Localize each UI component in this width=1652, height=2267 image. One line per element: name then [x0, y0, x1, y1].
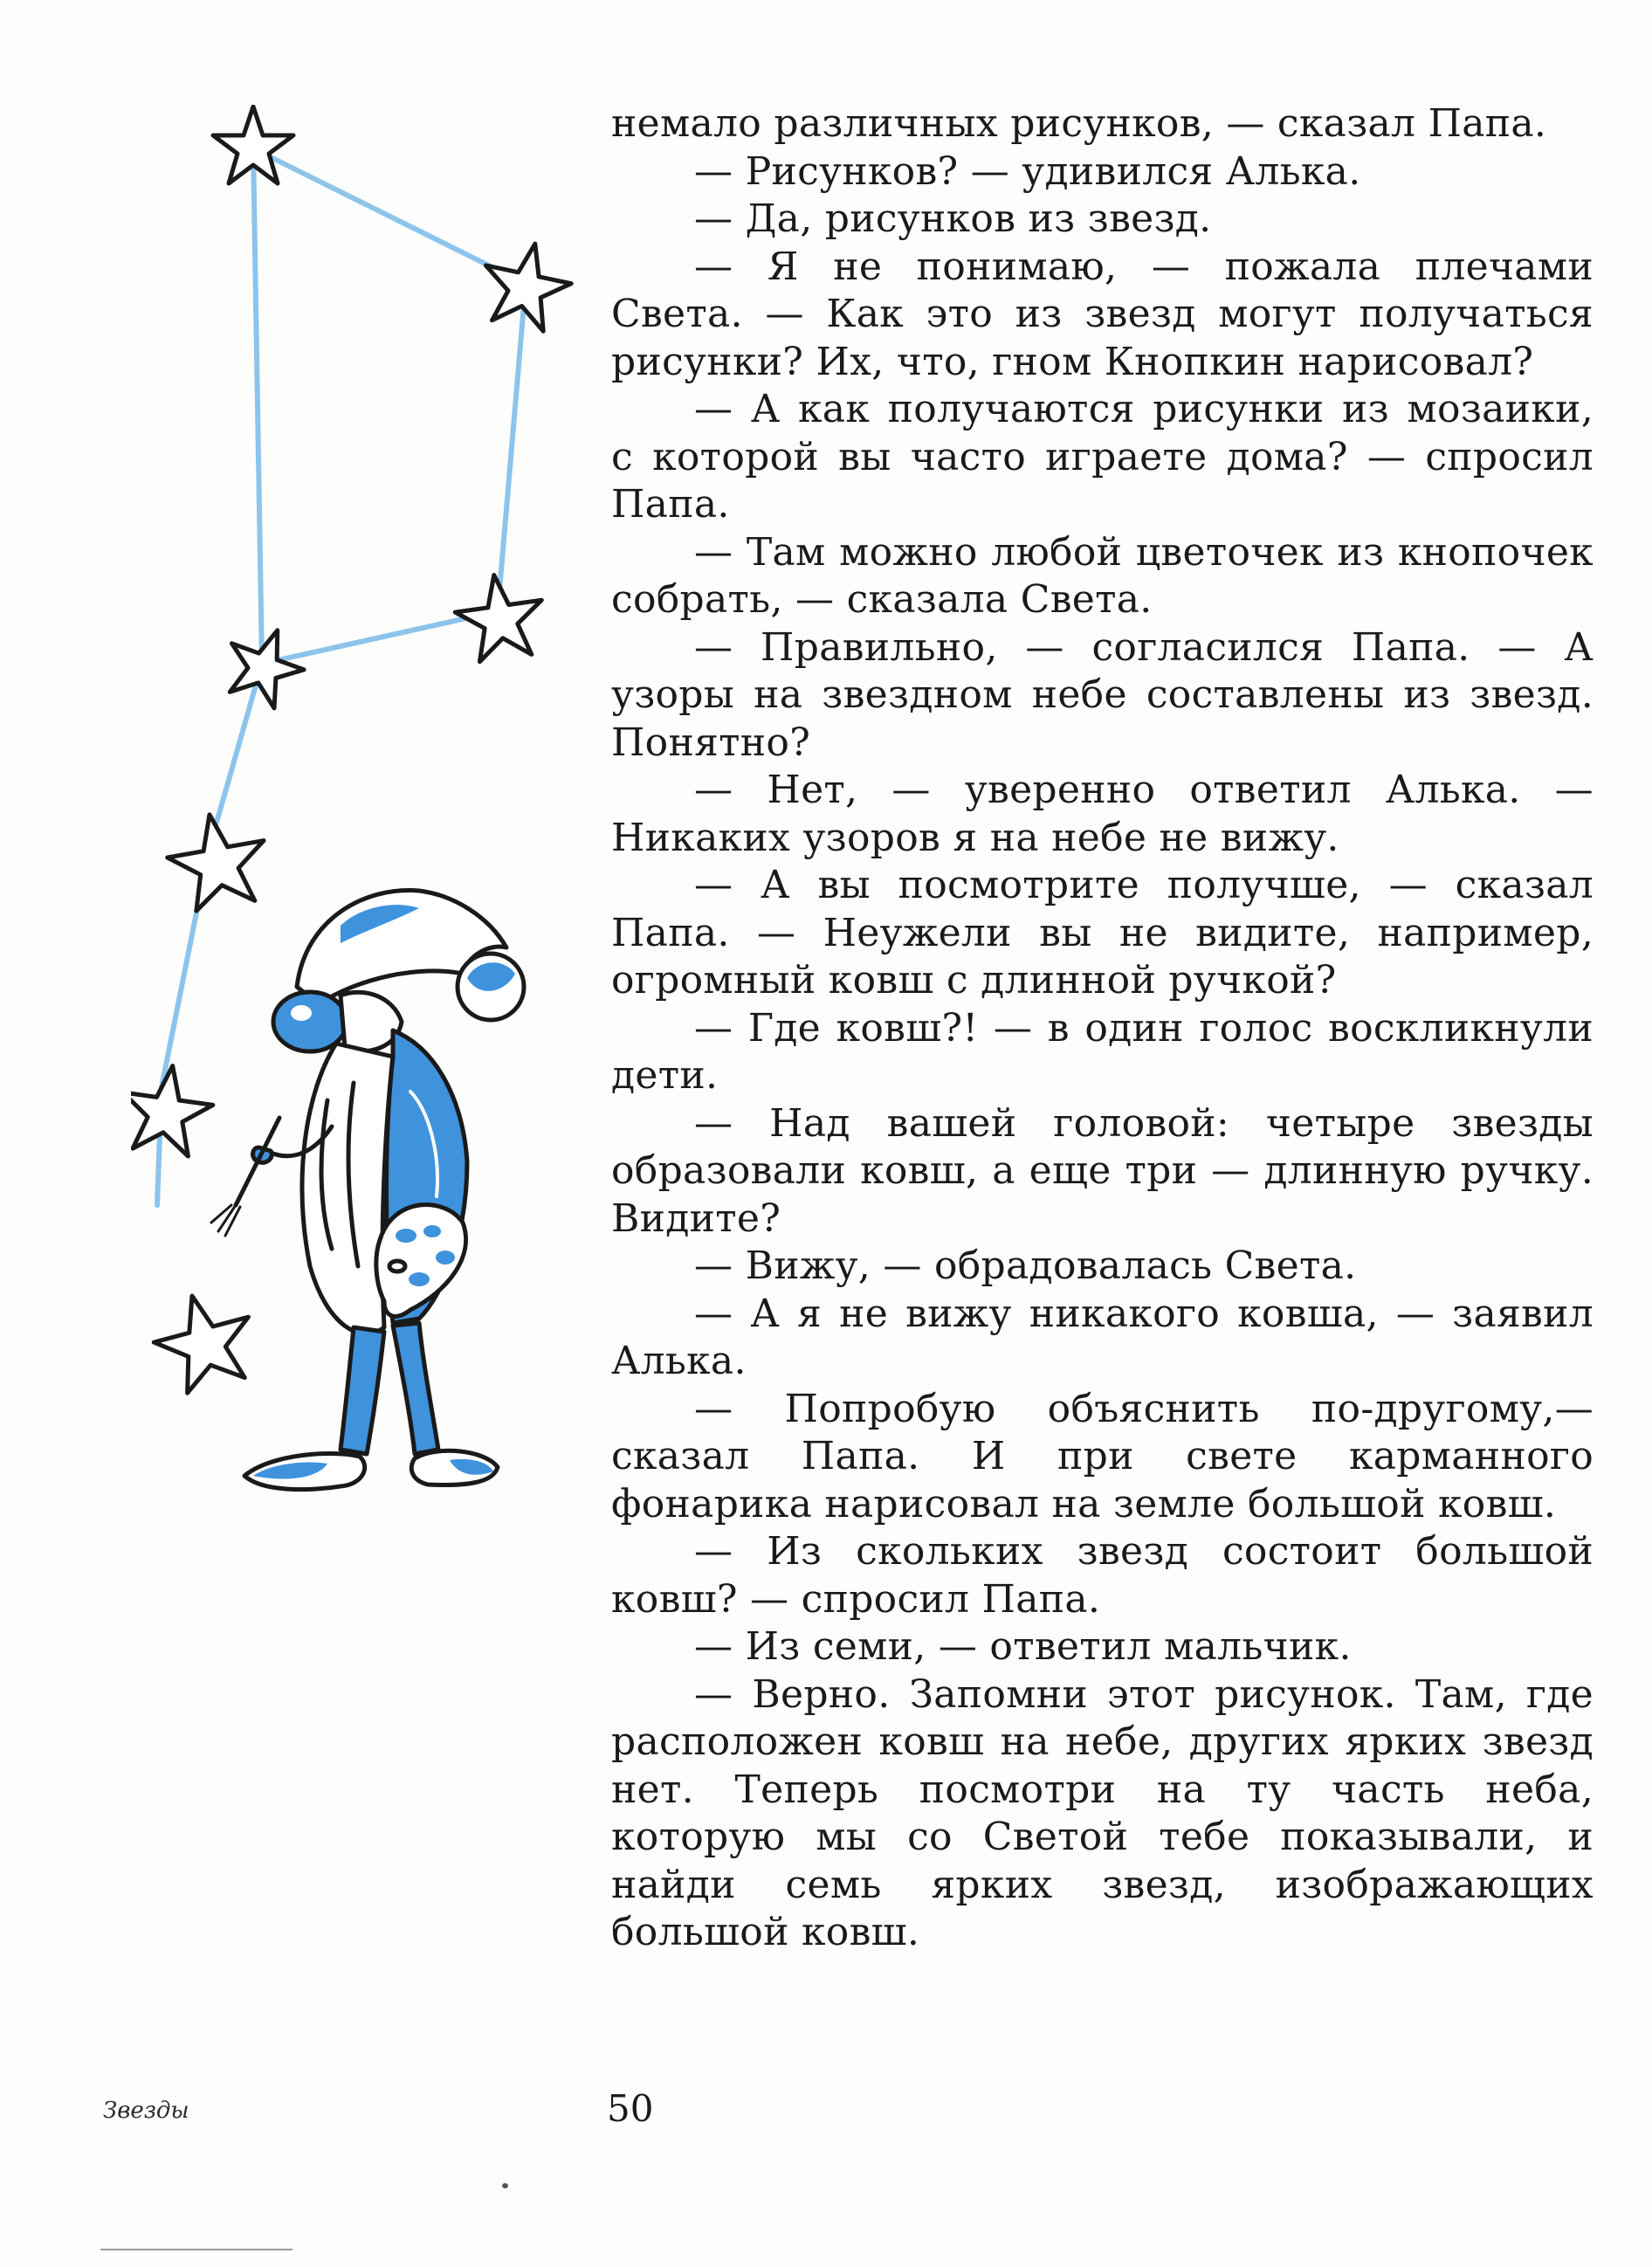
running-footer-section: Звезды [103, 2098, 189, 2124]
paragraph: — Вижу, — обрадовалась Света. [694, 1244, 1357, 1288]
print-speck [502, 2183, 508, 2188]
paragraph: — Над вашей головой: четыре звезды образовали ковш, а еще три — длинную ручку. Видите? [611, 1100, 1593, 1241]
paragraph: — Я не понимаю, — пожала плечами Света. — Как это из звезд могут получаться рисунки? Их, что, гном Кнопкин нарисовал? [611, 244, 1593, 384]
paragraph: — Нет, — уверенно ответил Алька. — Никаких узоров я на небе не вижу. [611, 768, 1593, 860]
star-icon [475, 235, 578, 335]
paragraph: — Где ковш?! — в один голос воскликнули дети. [611, 1005, 1593, 1098]
bottom-rule [100, 2249, 293, 2250]
gnome-painter-icon [211, 891, 524, 1490]
paragraph: — Из семи, — ответил мальчик. [694, 1624, 1352, 1669]
text-column [611, 100, 1593, 1957]
paragraph: — Попробую объяснить по-другому,— сказал Папа. И при свете карманного фонарика нарисовал на земле большой ковш. [611, 1386, 1593, 1526]
paintbrush-icon [236, 1118, 279, 1205]
paragraph: — Там можно любой цветочек из кнопочек собрать, — сказала Света. [611, 529, 1593, 622]
star-icon [451, 569, 548, 665]
star-icon [216, 617, 313, 713]
paragraph: — Верно. Запомни этот рисунок. Там, где расположен ковш на небе, других ярких звезд нет. Теперь посмотри на ту часть неба, которую мы со Светой тебе показывали, и найди семь ярких звезд, изображающих большой ковш. [611, 1671, 1593, 1954]
paragraph: — Рисунков? — удивился Алька. [694, 148, 1361, 194]
star-icon [131, 1059, 217, 1159]
paragraph: — Да, рисунков из звезд. [694, 196, 1212, 241]
paragraph: — Правильно, — согласился Папа. — А узоры на звездном небе составлены из звезд. Понятно? [611, 624, 1593, 765]
page-number: 50 [607, 2087, 654, 2130]
paragraph: немало различных рисунков, — сказал Папа. [611, 101, 1547, 146]
palette-icon [376, 1205, 466, 1317]
paragraph: — А как получаются рисунки из мозаики, с которой вы часто играете дома? — спросил Папа. [611, 387, 1593, 527]
paragraph: — А я не вижу никакого ковша, — заявил Алька. [611, 1291, 1593, 1383]
paragraph: — Из скольких звезд состоит большой ковш? — спросил Папа. [611, 1529, 1593, 1622]
illustration [131, 105, 585, 1546]
paragraph: — А вы посмотрите получше, — сказал Папа. — Неужели вы не видите, например, огромный ковш с длинной ручкой? [611, 863, 1593, 1003]
star-icon [145, 1283, 264, 1397]
